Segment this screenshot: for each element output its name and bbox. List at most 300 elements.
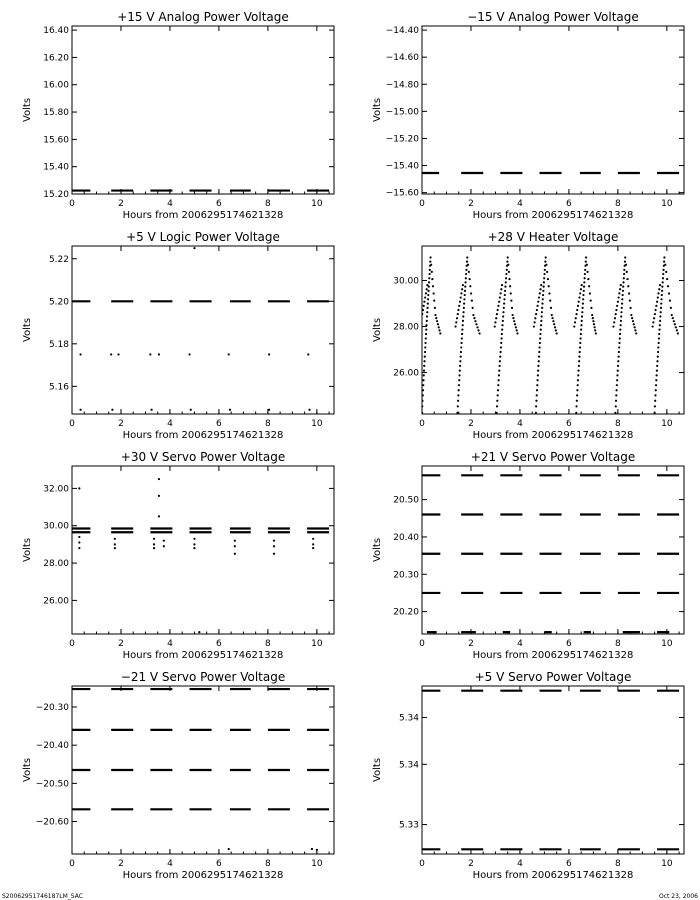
y-tick-label: −20.30 [35, 703, 69, 713]
data-point [656, 370, 658, 372]
data-point [464, 290, 466, 292]
data-point [228, 848, 230, 850]
data-point [79, 409, 81, 411]
data-point [577, 384, 579, 386]
data-point [78, 487, 80, 489]
data-point [654, 313, 656, 315]
data-point [465, 273, 467, 275]
data-point [193, 543, 195, 545]
data-point [427, 302, 429, 304]
data-point [537, 374, 539, 376]
x-tick-label: 2 [118, 639, 124, 649]
data-point [514, 323, 516, 325]
data-point [499, 351, 501, 353]
data-point [190, 409, 192, 411]
chart-title: −15 V Analog Power Voltage [467, 10, 639, 24]
y-tick-label: −15.20 [385, 134, 419, 145]
chart-panel [350, 4, 700, 224]
data-point [316, 849, 318, 851]
data-point [150, 409, 152, 411]
data-point [312, 547, 314, 549]
data-point [619, 337, 621, 339]
plot-frame [422, 686, 684, 854]
data-point [674, 323, 676, 325]
data-point [500, 346, 502, 348]
y-tick-label: 30.00 [393, 276, 419, 287]
y-axis-label: Volts [22, 537, 33, 563]
data-point [618, 351, 620, 353]
data-point [268, 353, 270, 355]
y-tick-label: 26.00 [43, 596, 69, 607]
data-point [589, 292, 591, 294]
data-point [459, 370, 461, 372]
y-tick-label: −15.00 [385, 107, 419, 118]
data-point [463, 302, 465, 304]
data-point [498, 365, 500, 367]
data-point [616, 374, 618, 376]
data-point [234, 553, 236, 555]
data-point [511, 307, 513, 309]
data-point [662, 273, 664, 275]
y-tick-label: 5.20 [48, 297, 69, 308]
data-point [552, 320, 554, 322]
data-point [498, 301, 500, 303]
y-tick-label: 28.00 [43, 559, 69, 570]
data-point [423, 301, 425, 303]
x-tick-label: 0 [419, 859, 425, 869]
data-point [555, 329, 557, 331]
data-point [432, 285, 434, 287]
data-point [515, 326, 517, 328]
data-point [654, 400, 656, 402]
footer-left-label: S20062951746187LM_SAC [2, 893, 83, 900]
data-point [624, 256, 626, 258]
data-point [460, 346, 462, 348]
data-point [579, 292, 581, 294]
data-point [506, 261, 508, 263]
y-tick-label: −14.40 [385, 26, 419, 37]
y-tick-label: 5.22 [48, 254, 69, 265]
data-point [505, 281, 507, 283]
x-tick-label: 8 [615, 859, 621, 869]
data-point [458, 374, 460, 376]
x-tick-label: 0 [419, 199, 425, 209]
data-point [547, 278, 549, 280]
data-point [510, 300, 512, 302]
data-point [578, 360, 580, 362]
data-point [460, 342, 462, 344]
data-point [658, 337, 660, 339]
data-point [657, 296, 659, 298]
data-point [579, 346, 581, 348]
data-point [497, 305, 499, 307]
data-point [538, 296, 540, 298]
data-point [462, 320, 464, 322]
y-tick-label: 20.40 [393, 532, 419, 543]
data-point [434, 314, 436, 316]
data-point [504, 286, 506, 288]
data-point [508, 278, 510, 280]
data-point [578, 301, 580, 303]
data-point [578, 365, 580, 367]
y-axis-label: Volts [372, 537, 383, 563]
data-point [617, 365, 619, 367]
data-point [652, 325, 654, 327]
x-axis-label: Hours from 2006295174621328 [122, 650, 284, 661]
data-point [458, 305, 460, 307]
data-point [158, 353, 160, 355]
x-tick-label: 10 [661, 639, 673, 649]
data-point [461, 333, 463, 335]
x-tick-label: 10 [311, 639, 323, 649]
data-point [550, 307, 552, 309]
x-tick-label: 4 [517, 859, 523, 869]
data-point [592, 317, 594, 319]
data-point [438, 326, 440, 328]
data-point [539, 288, 541, 290]
data-point [659, 324, 661, 326]
chart-panel [0, 4, 350, 224]
data-point [511, 314, 513, 316]
y-tick-label: −14.80 [385, 80, 419, 91]
data-point [587, 278, 589, 280]
y-tick-label: 15.80 [43, 108, 69, 119]
data-point [494, 325, 496, 327]
data-point [573, 325, 575, 327]
x-axis-label: Hours from 2006295174621328 [472, 430, 634, 441]
data-point [620, 324, 622, 326]
data-point [438, 329, 440, 331]
data-point [592, 320, 594, 322]
data-point [158, 515, 160, 517]
plot-frame [422, 466, 684, 634]
data-point [575, 317, 577, 319]
x-tick-label: 2 [468, 859, 474, 869]
data-point [541, 311, 543, 313]
data-point [462, 284, 464, 286]
data-point [424, 296, 426, 298]
plot-frame [422, 26, 684, 194]
data-point [582, 298, 584, 300]
data-point [431, 278, 433, 280]
data-point [575, 405, 577, 407]
data-point [575, 412, 577, 414]
x-tick-label: 10 [661, 859, 673, 869]
data-point [675, 326, 677, 328]
y-tick-label: 20.20 [393, 607, 419, 618]
chart-panel [0, 664, 350, 884]
data-point [656, 374, 658, 376]
data-point [163, 540, 165, 542]
data-point [586, 271, 588, 273]
data-point [622, 286, 624, 288]
data-point [626, 271, 628, 273]
data-point [595, 332, 597, 334]
data-point [475, 323, 477, 325]
data-point [188, 353, 190, 355]
data-point [539, 292, 541, 294]
x-tick-label: 4 [167, 419, 173, 429]
data-point [669, 300, 671, 302]
data-point [468, 271, 470, 273]
data-point [426, 288, 428, 290]
y-tick-label: 5.16 [48, 382, 69, 393]
data-point [618, 292, 620, 294]
x-axis-label: Hours from 2006295174621328 [122, 430, 284, 441]
data-point [501, 329, 503, 331]
data-point [458, 389, 460, 391]
data-point [460, 296, 462, 298]
data-point [426, 311, 428, 313]
data-point [667, 285, 669, 287]
data-point [543, 277, 545, 279]
data-point [621, 298, 623, 300]
data-point [464, 286, 466, 288]
plot-frame [72, 26, 334, 194]
data-point [516, 332, 518, 334]
x-tick-label: 6 [566, 199, 572, 209]
data-point [660, 298, 662, 300]
data-point [534, 321, 536, 323]
data-point [576, 389, 578, 391]
data-point [149, 353, 151, 355]
data-point [580, 288, 582, 290]
data-point [516, 329, 518, 331]
y-axis-label: Volts [372, 757, 383, 783]
data-point [553, 323, 555, 325]
data-point [114, 543, 116, 545]
y-tick-label: 30.00 [43, 521, 69, 532]
x-tick-label: 0 [419, 639, 425, 649]
x-tick-label: 8 [265, 199, 271, 209]
data-point [581, 284, 583, 286]
x-tick-label: 0 [69, 199, 75, 209]
data-point [535, 412, 537, 414]
x-tick-label: 10 [311, 859, 323, 869]
data-point [114, 547, 116, 549]
data-point [581, 311, 583, 313]
data-point [677, 332, 679, 334]
data-point [617, 370, 619, 372]
data-point [615, 394, 617, 396]
data-point [460, 292, 462, 294]
y-tick-label: 16.40 [43, 26, 69, 37]
data-point [657, 292, 659, 294]
x-tick-label: 4 [167, 859, 173, 869]
data-point [504, 294, 506, 296]
data-point [594, 326, 596, 328]
data-point [577, 379, 579, 381]
data-point [429, 256, 431, 258]
data-point [577, 374, 579, 376]
data-point [495, 317, 497, 319]
data-point [465, 269, 467, 271]
data-point [618, 296, 620, 298]
data-point [423, 360, 425, 362]
chart-title: +15 V Analog Power Voltage [117, 10, 289, 24]
data-point [540, 329, 542, 331]
data-point [632, 320, 634, 322]
data-point [422, 384, 424, 386]
data-point [658, 329, 660, 331]
data-point [437, 323, 439, 325]
data-point [474, 320, 476, 322]
data-point [423, 305, 425, 307]
y-axis-label: Volts [372, 97, 383, 123]
data-point [513, 320, 515, 322]
data-point [456, 412, 458, 414]
data-point [308, 409, 310, 411]
data-point [424, 346, 426, 348]
data-point [502, 315, 504, 317]
x-tick-label: 2 [118, 419, 124, 429]
y-axis-label: Volts [372, 317, 383, 343]
data-point [635, 332, 637, 334]
data-point [655, 384, 657, 386]
data-point [619, 288, 621, 290]
data-point [666, 278, 668, 280]
data-point [472, 314, 474, 316]
data-point [631, 317, 633, 319]
y-tick-label: 20.50 [393, 495, 419, 506]
data-point [503, 298, 505, 300]
data-point [422, 379, 424, 381]
data-point [662, 269, 664, 271]
data-point [619, 329, 621, 331]
data-point [661, 290, 663, 292]
data-point [434, 307, 436, 309]
data-point [616, 305, 618, 307]
data-point [198, 631, 200, 633]
data-point [536, 379, 538, 381]
data-point [273, 540, 275, 542]
data-point [497, 389, 499, 391]
x-tick-label: 6 [216, 639, 222, 649]
data-point [462, 315, 464, 317]
data-point [654, 412, 656, 414]
y-tick-label: 15.60 [43, 135, 69, 146]
data-point [619, 333, 621, 335]
data-point [457, 394, 459, 396]
x-tick-label: 8 [265, 419, 271, 429]
data-point [229, 409, 231, 411]
data-point [426, 307, 428, 309]
x-axis-label: Hours from 2006295174621328 [122, 210, 284, 221]
data-point [616, 384, 618, 386]
data-point [458, 384, 460, 386]
data-point [496, 400, 498, 402]
data-point [615, 405, 617, 407]
data-point [585, 256, 587, 258]
data-point [574, 321, 576, 323]
data-point [575, 313, 577, 315]
data-point [433, 300, 435, 302]
data-point [503, 307, 505, 309]
data-point [422, 309, 424, 311]
data-point [654, 405, 656, 407]
data-point [623, 269, 625, 271]
data-point [467, 264, 469, 266]
data-point [163, 545, 165, 547]
data-point [426, 320, 428, 322]
data-point [433, 292, 435, 294]
data-point [533, 325, 535, 327]
data-point [535, 405, 537, 407]
plot-frame [72, 466, 334, 634]
y-tick-label: 26.00 [393, 368, 419, 379]
data-point [501, 324, 503, 326]
data-point [78, 547, 80, 549]
data-point [656, 365, 658, 367]
data-point [425, 329, 427, 331]
x-tick-label: 4 [517, 199, 523, 209]
data-point [539, 342, 541, 344]
x-tick-label: 6 [216, 859, 222, 869]
data-point [618, 342, 620, 344]
y-tick-label: −20.50 [35, 779, 69, 790]
x-tick-label: 6 [566, 859, 572, 869]
data-point [507, 264, 509, 266]
data-point [633, 323, 635, 325]
data-point [613, 321, 615, 323]
data-point [585, 261, 587, 263]
data-point [501, 333, 503, 335]
data-point [454, 325, 456, 327]
data-point [584, 269, 586, 271]
x-tick-label: 4 [167, 639, 173, 649]
y-tick-label: 5.33 [398, 820, 419, 831]
data-point [465, 277, 467, 279]
data-point [541, 307, 543, 309]
x-axis-label: Hours from 2006295174621328 [472, 870, 634, 881]
data-point [273, 545, 275, 547]
y-tick-label: −15.40 [385, 161, 419, 172]
data-point [539, 333, 541, 335]
chart-panel [0, 444, 350, 664]
data-point [464, 294, 466, 296]
data-point [498, 374, 500, 376]
data-point [542, 298, 544, 300]
data-point [554, 326, 556, 328]
data-point [544, 269, 546, 271]
data-layer [72, 689, 329, 851]
data-point [460, 355, 462, 357]
data-point [540, 284, 542, 286]
data-point [542, 294, 544, 296]
data-point [436, 320, 438, 322]
data-point [612, 325, 614, 327]
x-tick-label: 10 [311, 199, 323, 209]
data-point [655, 305, 657, 307]
data-point [664, 264, 666, 266]
x-tick-label: 2 [118, 199, 124, 209]
data-point [461, 337, 463, 339]
y-tick-label: −20.60 [35, 817, 69, 828]
data-point [494, 321, 496, 323]
data-point [110, 353, 112, 355]
data-point [580, 324, 582, 326]
data-point [662, 281, 664, 283]
data-point [468, 278, 470, 280]
data-point [586, 264, 588, 266]
data-point [539, 346, 541, 348]
data-point [228, 353, 230, 355]
data-point [582, 294, 584, 296]
data-point [593, 323, 595, 325]
data-point [193, 547, 195, 549]
data-point [499, 355, 501, 357]
data-point [616, 379, 618, 381]
